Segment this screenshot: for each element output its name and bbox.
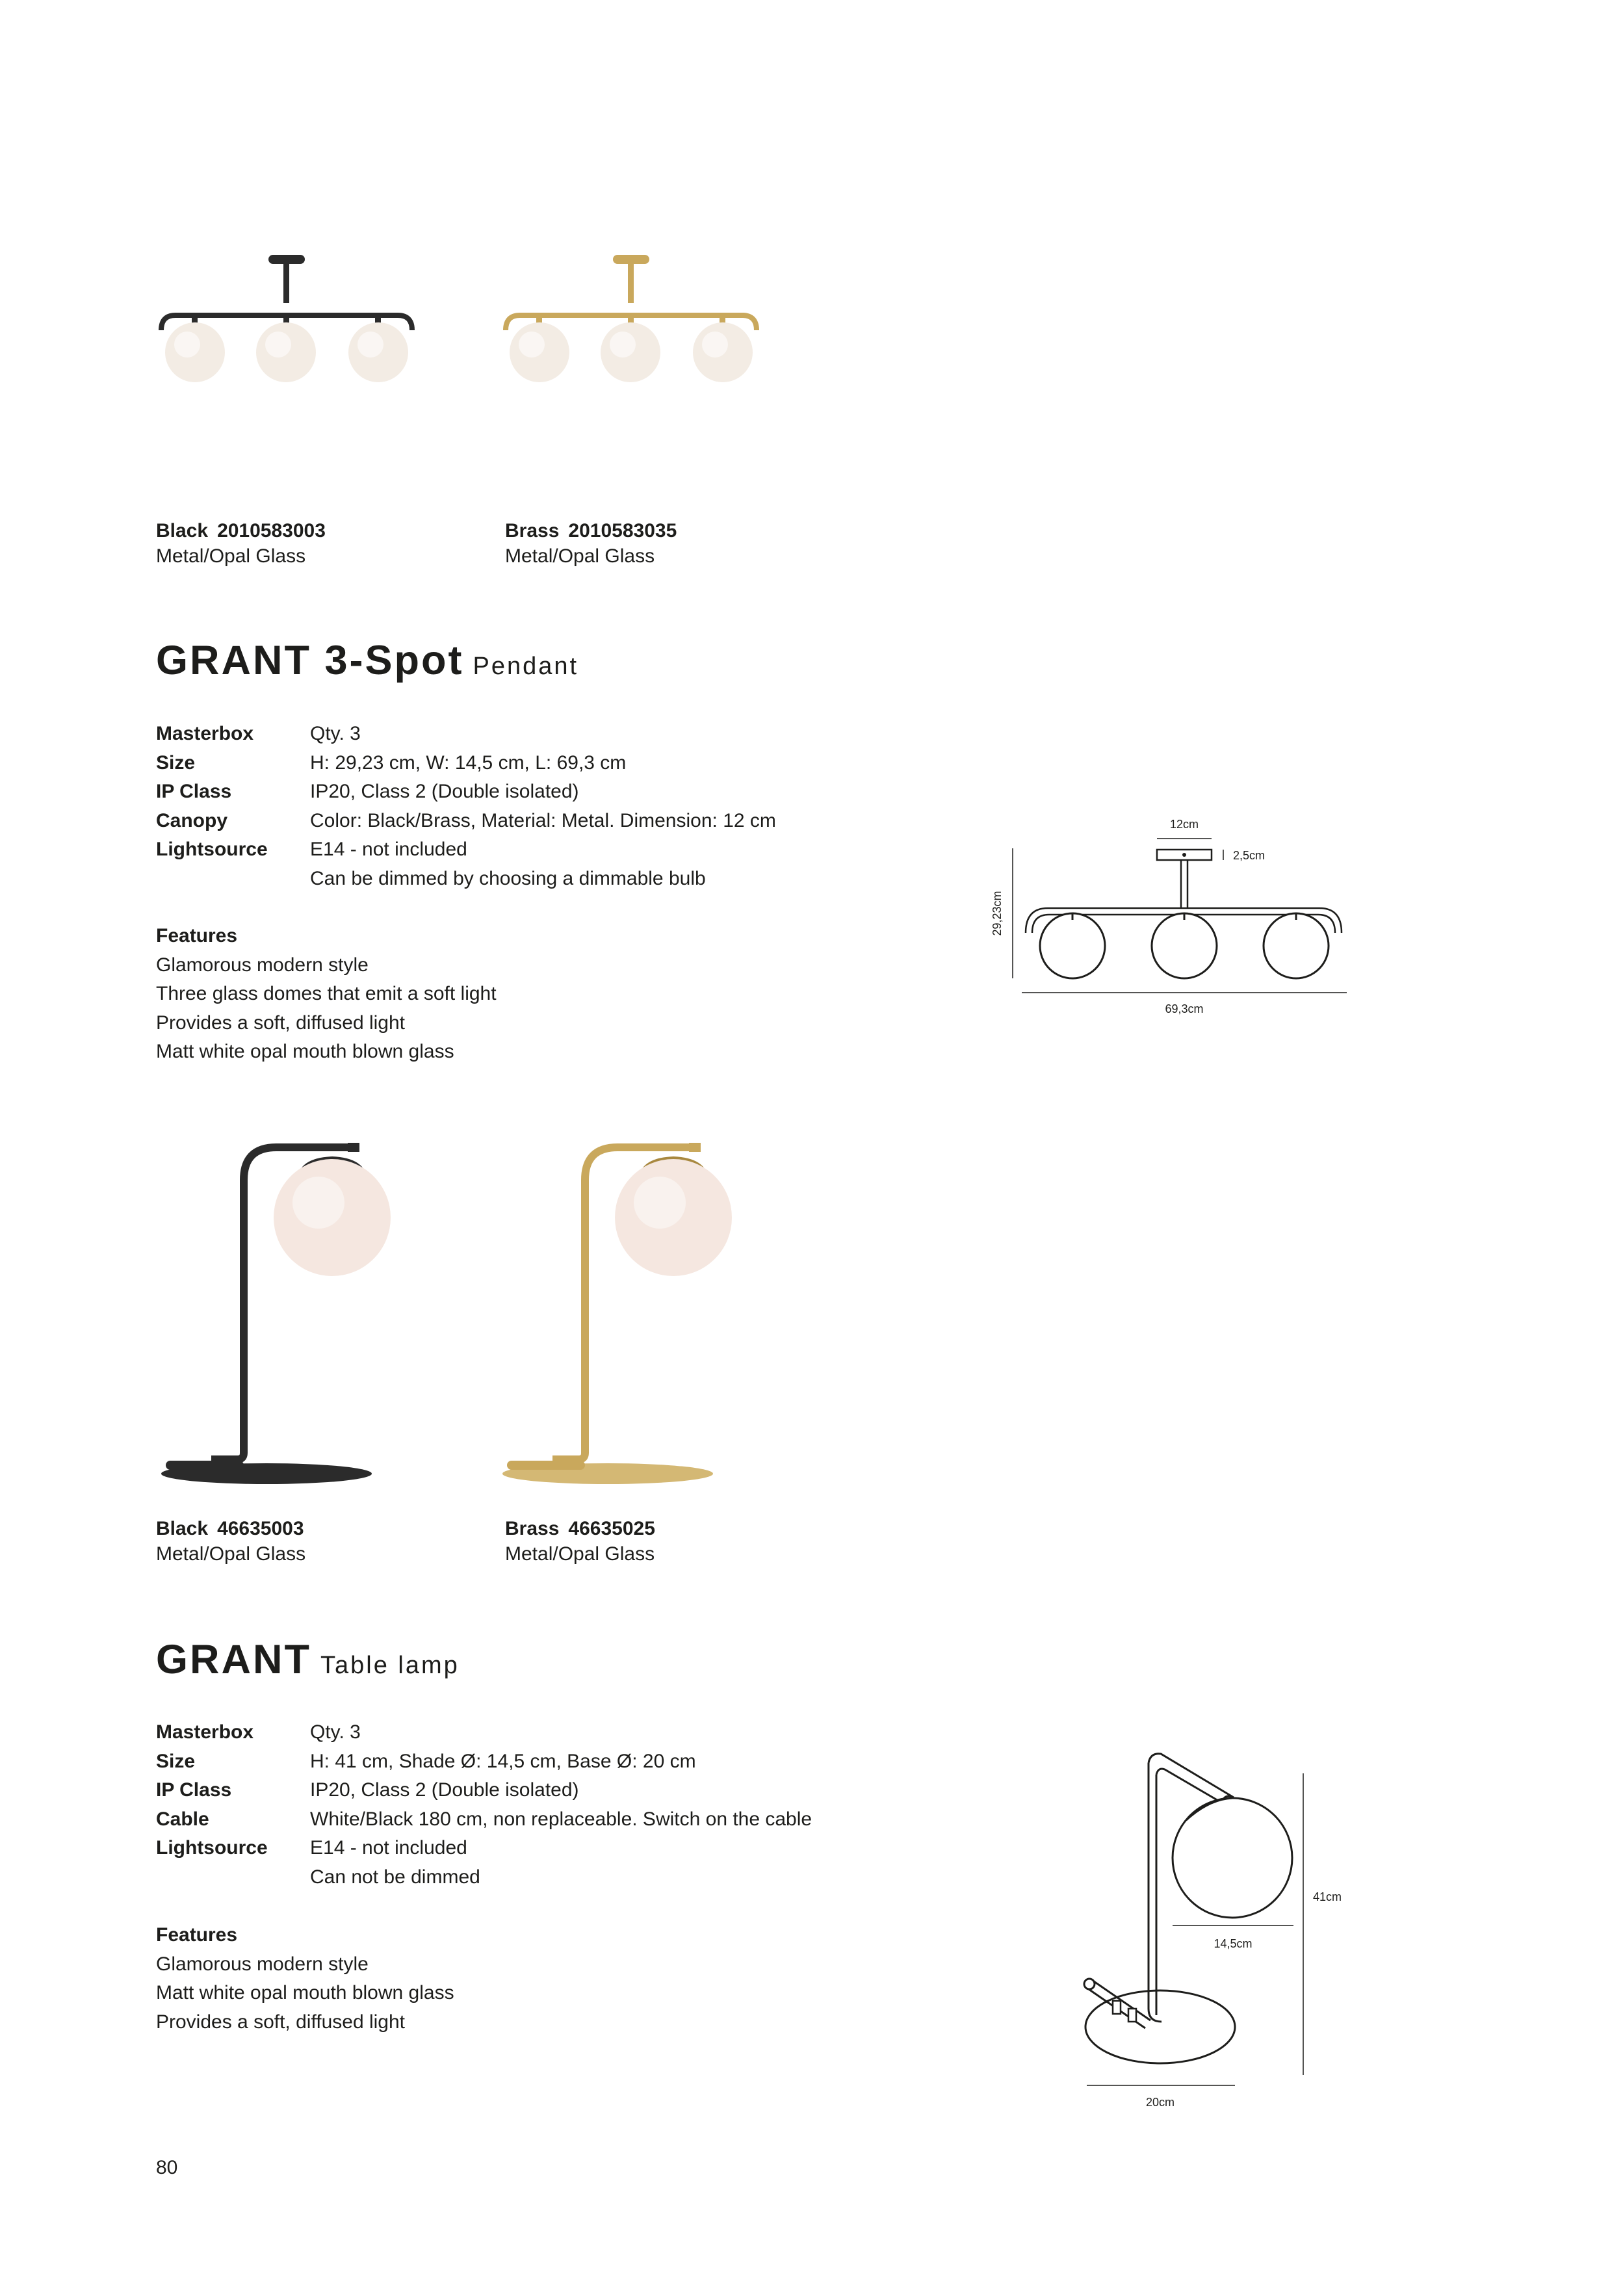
spec-value: Can not be dimmed [310,1866,480,1888]
table-lamp-dimension-drawing [1053,1729,1391,2119]
pendant-black-photo [149,247,448,455]
spec-value: Qty. 3 [310,1721,361,1743]
dim-canopy-label: 12cm [1169,818,1199,831]
spec-row [156,1805,903,1834]
spec-row [156,777,903,807]
spec-label: Canopy [156,809,228,831]
spec-label: Cable [156,1808,209,1830]
pendant-spec-table [156,720,903,893]
spec-label: Size [156,751,196,774]
spec-value: White/Black 180 cm, non replaceable. Switch on the cable [310,1808,812,1830]
variant-material: Metal/Opal Glass [156,545,306,567]
spec-value: E14 - not included [310,1837,467,1859]
pendant-brass-photo [494,247,793,455]
table-lamp-variant-black [156,1516,313,1567]
spec-row [156,1776,903,1805]
feature-item: Provides a soft, diffused light [156,1011,405,1034]
spec-value: Can be dimmed by choosing a dimmable bulb [310,867,706,889]
spec-label: Masterbox [156,723,254,744]
product-name: GRANT 3-Spot [156,638,464,683]
feature-item: Matt white opal mouth blown glass [156,1982,454,2003]
pendant-features [156,922,903,1067]
variant-code: 46635003 [217,1518,304,1539]
table-lamp-title [156,1636,460,1689]
spec-value: IP20, Class 2 (Double isolated) [310,781,579,802]
variant-color: Black [156,1518,209,1539]
dim-base-label: 20cm [1145,2096,1175,2109]
dim-canopy-height-label: 2,5cm [1233,849,1266,862]
features-heading: Features [156,925,238,946]
spec-value: H: 41 cm, Shade Ø: 14,5 cm, Base Ø: 20 cm [310,1750,696,1772]
feature-item: Glamorous modern style [156,1953,369,1975]
pendant-variant-black [156,518,335,569]
spec-label: Masterbox [156,1721,254,1743]
pendant-dimension-drawing [975,806,1378,1066]
variant-code: 2010583035 [568,520,677,541]
spec-row [156,1863,903,1892]
table-lamp-spec-table [156,1718,903,1892]
spec-label: Lightsource [156,839,268,860]
spec-label: Size [156,1750,196,1772]
spec-row [156,1834,903,1863]
spec-row [156,749,903,778]
feature-item: Matt white opal mouth blown glass [156,1041,454,1062]
page-number: 80 [156,2157,178,2178]
spec-row [156,865,903,894]
spec-label: Lightsource [156,1837,268,1859]
variant-color: Brass [505,1518,560,1539]
variant-color: Brass [505,520,560,541]
feature-item: Three glass domes that emit a soft light [156,983,497,1004]
table-lamp-variant-brass [505,1516,664,1567]
pendant-title [156,637,578,690]
spec-value: Qty. 3 [310,723,361,744]
spec-value: Color: Black/Brass, Material: Metal. Dimension: 12 cm [310,809,776,831]
variant-code: 46635025 [568,1518,655,1539]
spec-row [156,835,903,865]
pendant-variant-brass [505,518,686,569]
feature-item: Glamorous modern style [156,954,369,976]
product-type: Table lamp [320,1652,460,1679]
product-type: Pendant [473,653,579,680]
dim-height-label: 41cm [1313,1890,1342,1903]
spec-row [156,1718,903,1747]
features-heading: Features [156,1924,238,1946]
spec-value: H: 29,23 cm, W: 14,5 cm, L: 69,3 cm [310,751,627,774]
product-name: GRANT [156,1637,311,1682]
spec-row [156,1747,903,1777]
variant-material: Metal/Opal Glass [505,1543,655,1565]
spec-value: E14 - not included [310,839,467,860]
spec-label: IP Class [156,781,232,802]
table-lamp-black-photo [153,1134,439,1498]
variant-color: Black [156,520,209,541]
spec-label: IP Class [156,1779,232,1801]
table-lamp-features [156,1921,903,2037]
variant-material: Metal/Opal Glass [156,1543,306,1565]
spec-row [156,807,903,836]
dim-shade-label: 14,5cm [1214,1937,1253,1950]
dim-height-label: 29,23cm [991,891,1004,936]
spec-value: IP20, Class 2 (Double isolated) [310,1779,579,1801]
spec-row [156,720,903,749]
dim-length-label: 69,3cm [1165,1002,1204,1015]
feature-item: Provides a soft, diffused light [156,2011,405,2033]
variant-code: 2010583003 [217,520,326,541]
table-lamp-brass-photo [500,1134,786,1498]
variant-material: Metal/Opal Glass [505,545,655,567]
